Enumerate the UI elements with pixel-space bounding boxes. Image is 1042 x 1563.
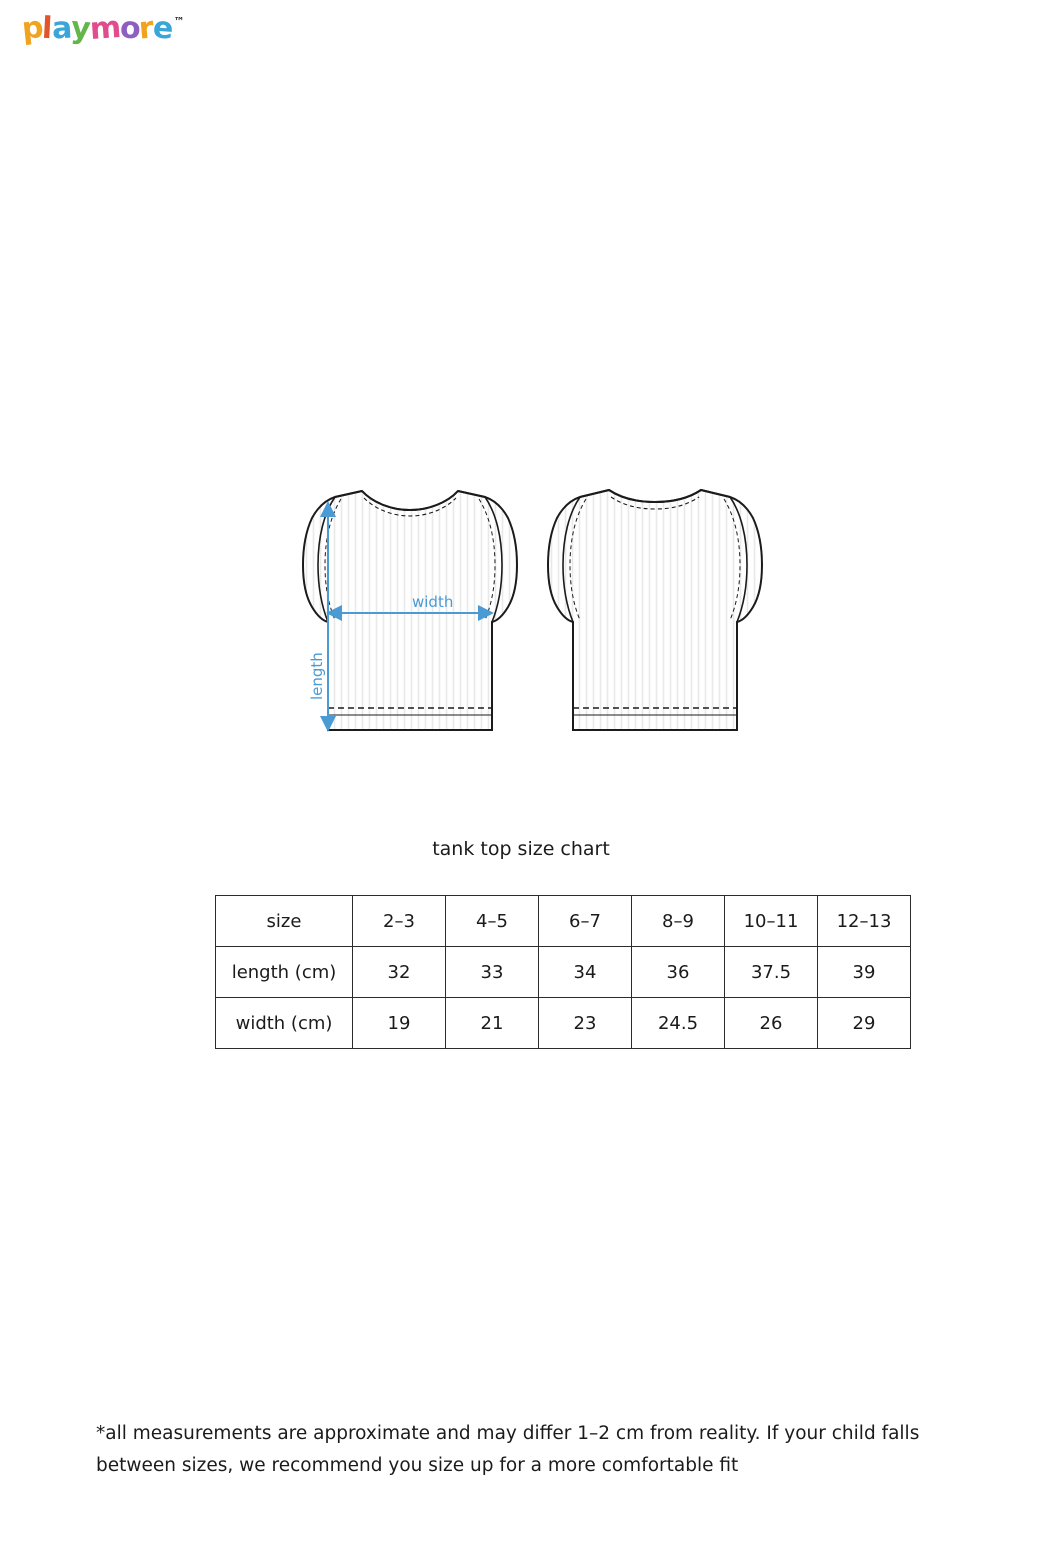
garment-illustration — [240, 485, 820, 765]
logo-letter: y — [69, 10, 92, 47]
logo-letter: r — [137, 10, 155, 47]
logo-letter: p — [20, 10, 45, 47]
table-row-sizes — [216, 896, 911, 947]
table-row-label: length (cm) — [216, 947, 353, 998]
table-cell-length: 39 — [818, 947, 911, 998]
table-cell-width: 24.5 — [632, 998, 725, 1049]
table-cell-length: 33 — [446, 947, 539, 998]
tank-top-front-view — [303, 491, 517, 730]
size-chart-table — [215, 895, 911, 1049]
table-cell-size: 2–3 — [353, 896, 446, 947]
table-cell-width: 29 — [818, 998, 911, 1049]
trademark-symbol: ™ — [173, 15, 184, 28]
logo-letter: o — [119, 10, 141, 47]
table-header-size: size — [216, 896, 353, 947]
table-cell-length: 34 — [539, 947, 632, 998]
table-cell-length: 32 — [353, 947, 446, 998]
table-cell-size: 8–9 — [632, 896, 725, 947]
table-cell-size: 4–5 — [446, 896, 539, 947]
table-cell-size: 10–11 — [725, 896, 818, 947]
width-label: width — [412, 593, 454, 611]
table-cell-size: 12–13 — [818, 896, 911, 947]
logo-letter: a — [50, 10, 72, 47]
tank-top-back-view — [548, 490, 762, 730]
table-cell-size: 6–7 — [539, 896, 632, 947]
table-cell-length: 36 — [632, 947, 725, 998]
logo-letter: l — [41, 10, 53, 47]
brand-logo — [20, 9, 184, 48]
table-cell-width: 26 — [725, 998, 818, 1049]
table-row-width — [216, 998, 911, 1049]
table-cell-length: 37.5 — [725, 947, 818, 998]
logo-letter: e — [152, 10, 174, 47]
chart-title: tank top size chart — [432, 838, 610, 860]
measurement-disclaimer: *all measurements are approximate and may differ 1–2 cm from reality. If your child falls between sizes, we recommend you size up for a more comfortable fit — [96, 1423, 920, 1477]
table-cell-width: 21 — [446, 998, 539, 1049]
length-label: length — [308, 652, 326, 700]
table-row-length — [216, 947, 911, 998]
logo-letter: m — [88, 9, 122, 48]
table-row-label: width (cm) — [216, 998, 353, 1049]
table-cell-width: 23 — [539, 998, 632, 1049]
tank-top-technical-drawing — [240, 485, 820, 765]
table-cell-width: 19 — [353, 998, 446, 1049]
